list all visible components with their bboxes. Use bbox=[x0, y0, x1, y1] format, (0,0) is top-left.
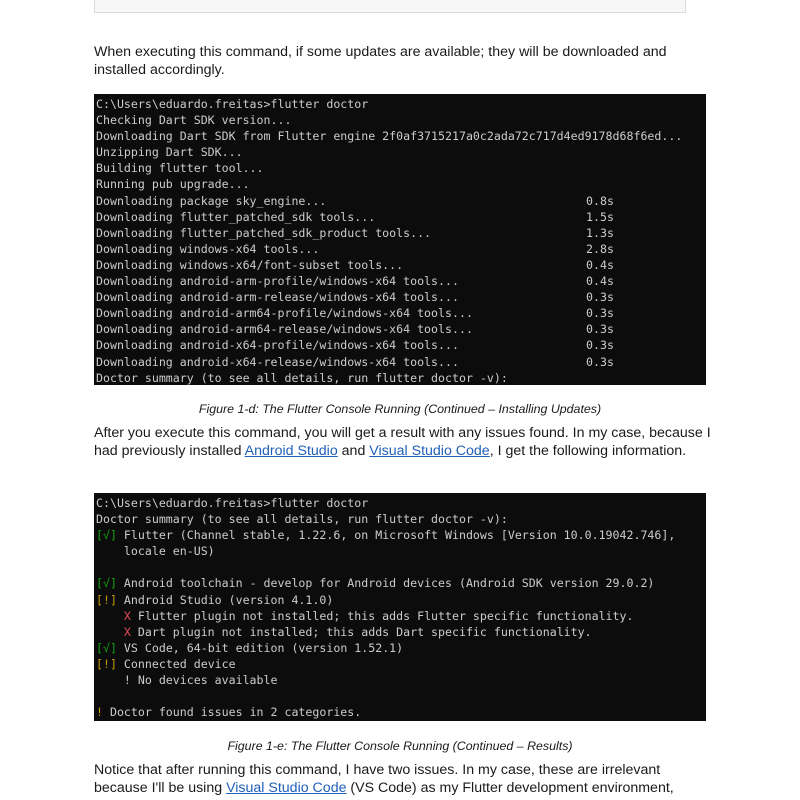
download-duration: 0.3s bbox=[586, 322, 614, 337]
console-line bbox=[94, 354, 706, 370]
console-line bbox=[94, 592, 706, 608]
console-line bbox=[94, 257, 706, 273]
console-line bbox=[94, 608, 706, 624]
console-line-text: Unzipping Dart SDK... bbox=[96, 145, 243, 160]
console-line-text: Downloading android-arm64-profile/windows-x64 tools... bbox=[96, 306, 473, 321]
console-line bbox=[94, 559, 706, 575]
console-line bbox=[94, 225, 706, 241]
console-line-text: Doctor summary (to see all details, run flutter doctor -v): bbox=[96, 512, 508, 527]
console-line bbox=[94, 176, 706, 192]
download-duration: 0.3s bbox=[586, 290, 614, 305]
status-marker: ! bbox=[96, 705, 103, 720]
paragraph-text: , I get the following information. bbox=[489, 442, 687, 459]
console-line bbox=[94, 144, 706, 160]
console-installing-updates bbox=[94, 94, 706, 385]
console-line-text: Downloading Dart SDK from Flutter engine 2f0af3715217a0c2ada72c717d4ed9178d68f6ed... bbox=[96, 129, 683, 144]
console-line bbox=[94, 209, 706, 225]
console-line-text: Downloading android-arm-release/windows-x64 tools... bbox=[96, 290, 459, 305]
status-marker: [!] bbox=[96, 656, 117, 671]
console-line-text: Downloading android-x64-release/windows-x64 tools... bbox=[96, 354, 459, 369]
console-line-text: C:\Users\eduardo.freitas>flutter doctor bbox=[96, 496, 369, 510]
console-line-text: locale en-US) bbox=[96, 544, 215, 559]
console-line bbox=[94, 193, 706, 209]
console-line bbox=[94, 289, 706, 305]
console-line bbox=[94, 273, 706, 289]
console-line bbox=[94, 624, 706, 640]
console-line-text: Running pub upgrade... bbox=[96, 177, 250, 192]
console-line-text: Downloading flutter_patched_sdk_product tools... bbox=[96, 225, 432, 240]
console-line-text: Connected device bbox=[116, 656, 236, 671]
download-duration: 0.8s bbox=[586, 193, 614, 208]
console-line bbox=[94, 96, 706, 112]
console-line bbox=[94, 656, 706, 672]
console-line-text: VS Code, 64-bit edition (version 1.52.1) bbox=[116, 640, 404, 655]
console-line-text: C:\Users\eduardo.freitas>flutter doctor bbox=[96, 97, 369, 111]
console-line bbox=[94, 543, 706, 559]
console-line-text: Downloading android-arm64-release/windows-x64 tools... bbox=[96, 322, 473, 337]
download-duration: 1.3s bbox=[586, 225, 614, 240]
previous-code-block bbox=[94, 0, 686, 13]
console-line-text: Doctor found issues in 2 categories. bbox=[102, 705, 362, 720]
console-line bbox=[94, 640, 706, 656]
console-line bbox=[94, 321, 706, 337]
console-line bbox=[94, 112, 706, 128]
download-duration: 0.3s bbox=[586, 306, 614, 321]
status-marker: X bbox=[96, 608, 131, 623]
status-marker: [!] bbox=[96, 592, 117, 607]
android-studio-link[interactable]: Android Studio bbox=[244, 442, 338, 459]
console-line-text: Dart plugin not installed; this adds Dart specific functionality. bbox=[130, 624, 592, 639]
status-marker: [√] bbox=[96, 640, 117, 655]
paragraph-text: (VS Code) as my Flutter development environment, bbox=[346, 779, 674, 796]
console-line bbox=[94, 672, 706, 688]
console-line-text: Flutter (Channel stable, 1.22.6, on Microsoft Windows [Version 10.0.19042.746], bbox=[116, 528, 676, 543]
paragraph-text: Notice that after running this command, I have two issues. In my case, these are irrelevant because I'll be using bbox=[94, 762, 661, 796]
console-line-text: Android Studio (version 4.1.0) bbox=[116, 592, 334, 607]
console-line bbox=[94, 128, 706, 144]
console-line-text: Flutter plugin not installed; this adds Flutter specific functionality. bbox=[130, 608, 634, 623]
visual-studio-code-link[interactable]: Visual Studio Code bbox=[369, 442, 490, 459]
console-line bbox=[94, 511, 706, 527]
download-duration: 1.5s bbox=[586, 209, 614, 224]
console-line-text: Downloading windows-x64 tools... bbox=[96, 241, 320, 256]
console-line bbox=[94, 527, 706, 543]
console-line-text: Downloading android-arm-profile/windows-x64 tools... bbox=[96, 274, 459, 289]
download-duration: 2.8s bbox=[586, 241, 614, 256]
results-paragraph bbox=[94, 425, 714, 460]
paragraph-text: and bbox=[337, 442, 370, 459]
intro-paragraph: When executing this command, if some updates are available; they will be downloaded and installed accordingly. bbox=[94, 44, 667, 78]
console-line bbox=[94, 575, 706, 591]
console-line bbox=[94, 704, 706, 720]
console-line bbox=[94, 160, 706, 176]
console-line-text: Downloading android-x64-profile/windows-x64 tools... bbox=[96, 338, 459, 353]
console-line-text: Building flutter tool... bbox=[96, 161, 264, 176]
issues-paragraph bbox=[94, 762, 714, 797]
paragraph-text: After you execute this command, you will get a result with any issues found. In my case, because I had previously installed bbox=[94, 425, 711, 459]
console-line bbox=[94, 688, 706, 704]
console-line bbox=[94, 305, 706, 321]
console-line-text: Doctor summary (to see all details, run flutter doctor -v): bbox=[96, 370, 508, 385]
console-line bbox=[94, 370, 706, 385]
console-results bbox=[94, 493, 706, 721]
status-marker: X bbox=[96, 624, 131, 639]
console-line bbox=[94, 337, 706, 353]
console-line bbox=[94, 495, 706, 511]
console-line-text: ! No devices available bbox=[96, 673, 278, 688]
visual-studio-code-link[interactable]: Visual Studio Code bbox=[226, 779, 347, 796]
console-line bbox=[94, 241, 706, 257]
download-duration: 0.4s bbox=[586, 274, 614, 289]
download-duration: 0.3s bbox=[586, 354, 614, 369]
console-line-text: Android toolchain - develop for Android devices (Android SDK version 29.0.2) bbox=[116, 576, 655, 591]
console-line-text: Checking Dart SDK version... bbox=[96, 113, 292, 128]
console-line-text: Downloading flutter_patched_sdk tools... bbox=[96, 209, 376, 224]
download-duration: 0.4s bbox=[586, 257, 614, 272]
figure-caption-1e: Figure 1-e: The Flutter Console Running (Continued – Results) bbox=[227, 739, 573, 753]
figure-caption-1d: Figure 1-d: The Flutter Console Running (Continued – Installing Updates) bbox=[198, 402, 602, 416]
console-line-text: Downloading windows-x64/font-subset tools... bbox=[96, 257, 404, 272]
download-duration: 0.3s bbox=[586, 338, 614, 353]
status-marker: [√] bbox=[96, 528, 117, 543]
console-line-text: Downloading package sky_engine... bbox=[96, 193, 327, 208]
status-marker: [√] bbox=[96, 576, 117, 591]
